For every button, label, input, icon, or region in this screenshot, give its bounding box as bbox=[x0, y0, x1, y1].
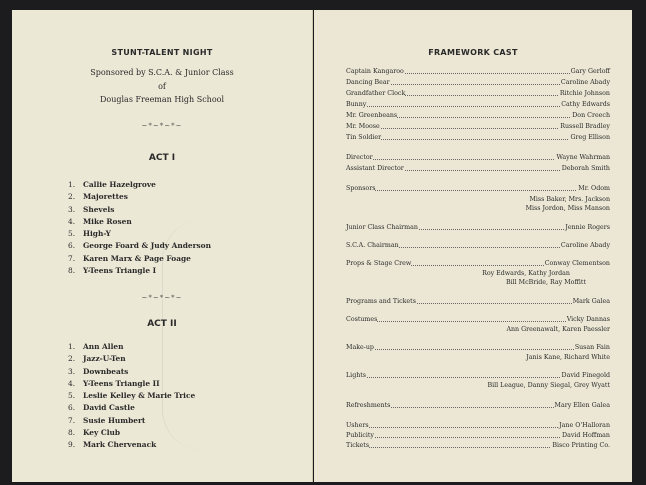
sponsors-extra-2: Miss Jordon, Miss Manson bbox=[525, 205, 610, 212]
cast-row: Tin Soldier Greg Ellison bbox=[346, 134, 610, 141]
cast-row: Make-up Susan Fain bbox=[346, 344, 610, 351]
right-page bbox=[314, 10, 632, 482]
cast-row: Publicity David Hoffman bbox=[346, 432, 610, 439]
cast-row: Sponsors Mr. Odom bbox=[346, 185, 610, 192]
cast-row: Captain Kangaroo Gary Gerloff bbox=[346, 68, 610, 75]
sponsor-line-1: Sponsored by S.C.A. & Junior Class bbox=[90, 68, 234, 77]
cast-row: Props & Stage Crew Conway Clementson bbox=[346, 260, 610, 267]
act-1-heading: ACT I bbox=[148, 153, 176, 163]
lights-extra: Bill League, Danny Siegal, Grey Wyatt bbox=[487, 382, 610, 389]
cast-row: Tickets Bisco Printing Co. bbox=[346, 442, 610, 449]
makeup-extra: Janis Kane, Richard White bbox=[526, 354, 610, 361]
act-2-heading: ACT II bbox=[147, 319, 177, 329]
cast-row: Refreshments Mary Ellen Galea bbox=[346, 402, 610, 409]
cast-row: Programs and Tickets Mark Galea bbox=[346, 298, 610, 305]
cast-title: FRAMEWORK CAST bbox=[428, 48, 518, 57]
cast-row: Dancing Bear Caroline Abady bbox=[346, 79, 610, 86]
cast-row: Bunny Cathy Edwards bbox=[346, 101, 610, 108]
props-extra-2: Bill McBride, Ray Moffitt bbox=[505, 279, 586, 286]
sponsors-extra-1: Miss Baker, Mrs. Jackson bbox=[529, 196, 610, 203]
cast-row: Ushers Jane O'Halloran bbox=[346, 422, 610, 429]
program-title: STUNT-TALENT NIGHT bbox=[111, 48, 213, 57]
costumes-extra: Ann Greenawalt, Karen Paessler bbox=[506, 326, 610, 333]
cast-row: Mr. Moose Russell Bradley bbox=[346, 123, 610, 130]
cast-row: Junior Class Chairman Jennie Rogers bbox=[346, 224, 610, 231]
cast-row: Lights David Finegold bbox=[346, 372, 610, 379]
cast-row: Director Wayne Wahrman bbox=[346, 154, 610, 161]
cast-row: Grandfather Clock Ritchie Johnson bbox=[346, 90, 610, 97]
cast-row: Costumes Vicky Dannas bbox=[346, 316, 610, 323]
props-extra-1: Roy Edwards, Kathy Jordan bbox=[482, 270, 570, 277]
sponsor-line-2: of bbox=[158, 82, 166, 91]
cast-row: Assistant Director Deborah Smith bbox=[346, 165, 610, 172]
flourish-divider-2: ~*~*~*~ bbox=[141, 294, 183, 302]
left-page: STUNT-TALENT NIGHT Sponsored by S.C.A. & Junior Class of Douglas Freeman High School ~*~*~*~ ACT I 1. Callie Hazelgrove 2. Majorettes 3. Shevels 4. Mike Rosen 5. High-Y 6. George Foard & Judy Anderson 7. Karen Marx & Page Foage 8. Y-Teens Triangle I ~*~*~*~ ACT II 1. Ann Allen 2. Jazz-U-Ten 3. Downbeats 4. Y-Teens Triangle II 5. Leslie Kelley & Marie Trice 6. David Castle 7. Susie Humbert 8. Key Club 9. Mark Chervenack bbox=[12, 10, 313, 482]
flourish-divider: ~*~*~*~ bbox=[141, 122, 183, 130]
cast-row: S.C.A. Chairman Caroline Abady bbox=[346, 242, 610, 249]
sponsor-line-3: Douglas Freeman High School bbox=[99, 95, 225, 104]
cast-row: Mr. Greenbeans Don Creech bbox=[346, 112, 610, 119]
